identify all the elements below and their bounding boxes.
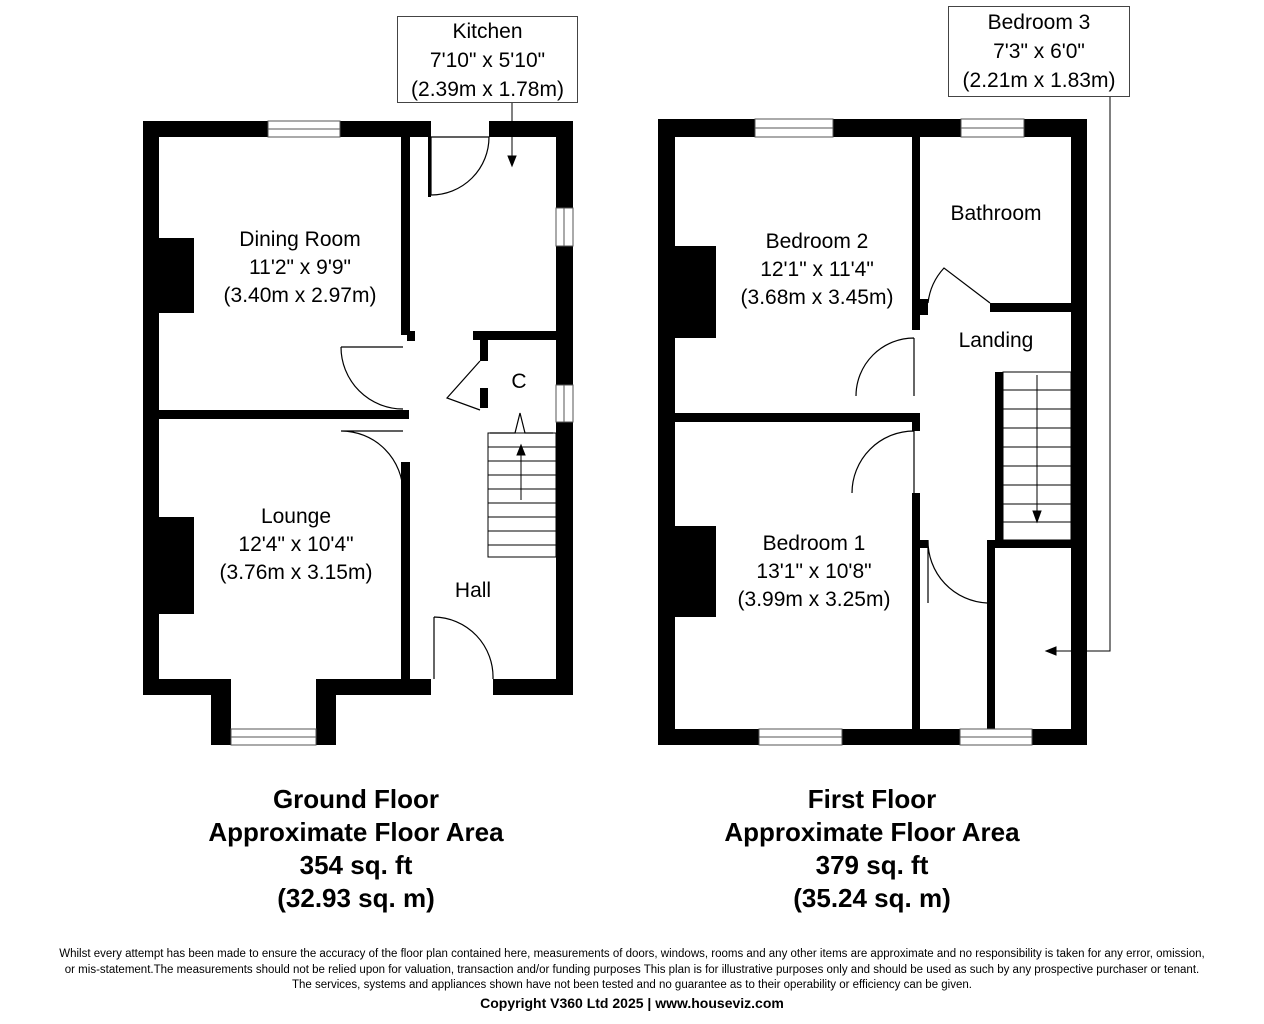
bedroom3-callout (948, 6, 1130, 97)
bedroom3-metric: (2.21m x 1.83m) (962, 69, 1116, 92)
disclaimer-line-3: The services, systems and appliances shown have not been tested and no guarantee as to their operability or efficiency can be given. (292, 979, 972, 991)
ground-floor-subtitle: Approximate Floor Area (208, 817, 504, 847)
ground-floor-area-sqft: 354 sq. ft (299, 850, 413, 880)
first-floor-plan (658, 97, 1110, 745)
first-floor-area-sqm: (35.24 sq. m) (793, 883, 951, 913)
ground-floor-doors (341, 137, 553, 679)
bedroom3-name: Bedroom 3 (987, 11, 1091, 34)
bedroom2-metric: (3.68m x 3.45m) (740, 286, 894, 309)
bedroom2-name: Bedroom 2 (765, 230, 869, 253)
kitchen-callout (397, 16, 578, 103)
lounge-imperial: 12'4" x 10'4" (238, 533, 354, 556)
kitchen-metric: (2.39m x 1.78m) (411, 78, 564, 101)
ground-floor-stairs (488, 433, 556, 557)
disclaimer (0, 947, 1264, 1011)
first-floor-caption (672, 783, 1072, 915)
dining-room-name: Dining Room (239, 228, 361, 251)
first-floor-stairs (1003, 372, 1071, 540)
lounge-name: Lounge (260, 505, 332, 528)
copyright-notice: Copyright V360 Ltd 2025 | www.houseviz.com (480, 994, 784, 1011)
ground-floor-area-sqm: (32.93 sq. m) (277, 883, 435, 913)
dining-room-metric: (3.40m x 2.97m) (223, 284, 377, 307)
ground-floor-plan (143, 103, 573, 745)
landing-label: Landing (958, 329, 1034, 352)
bedroom2-imperial: 12'1" x 11'4" (760, 258, 874, 281)
first-floor-area-sqft: 379 sq. ft (815, 850, 929, 880)
ground-floor-caption (156, 783, 556, 915)
disclaimer-line-2: or mis-statement.The measurements should not be relied upon for valuation, transaction and/or funding purposes This plan is for illustrative purposes only and should be used as such by any prospective purchaser or tenant. (64, 963, 1200, 976)
first-floor-doors (852, 268, 990, 603)
first-floor-subtitle: Approximate Floor Area (724, 817, 1020, 847)
lounge-metric: (3.76m x 3.15m) (219, 561, 373, 584)
first-floor-title: First Floor (807, 784, 937, 814)
bedroom1-name: Bedroom 1 (762, 532, 866, 555)
dining-room-imperial: 11'2" x 9'9" (249, 256, 351, 279)
ground-floor-title: Ground Floor (272, 784, 440, 814)
hall-label: Hall (454, 579, 492, 602)
kitchen-name: Kitchen (452, 20, 523, 43)
kitchen-imperial: 7'10" x 5'10" (429, 49, 546, 72)
bedroom3-imperial: 7'3" x 6'0" (993, 40, 1085, 63)
bedroom1-metric: (3.99m x 3.25m) (737, 588, 891, 611)
disclaimer-line-1: Whilst every attempt has been made to ensure the accuracy of the floor plan contained here, measurements of doors, windows, rooms and any other items are approximate and no responsibility is taken for any error, omission, (59, 948, 1205, 960)
bedroom1-imperial: 13'1" x 10'8" (756, 560, 872, 583)
bathroom-label: Bathroom (950, 202, 1042, 225)
cupboard-label: C (511, 370, 527, 393)
